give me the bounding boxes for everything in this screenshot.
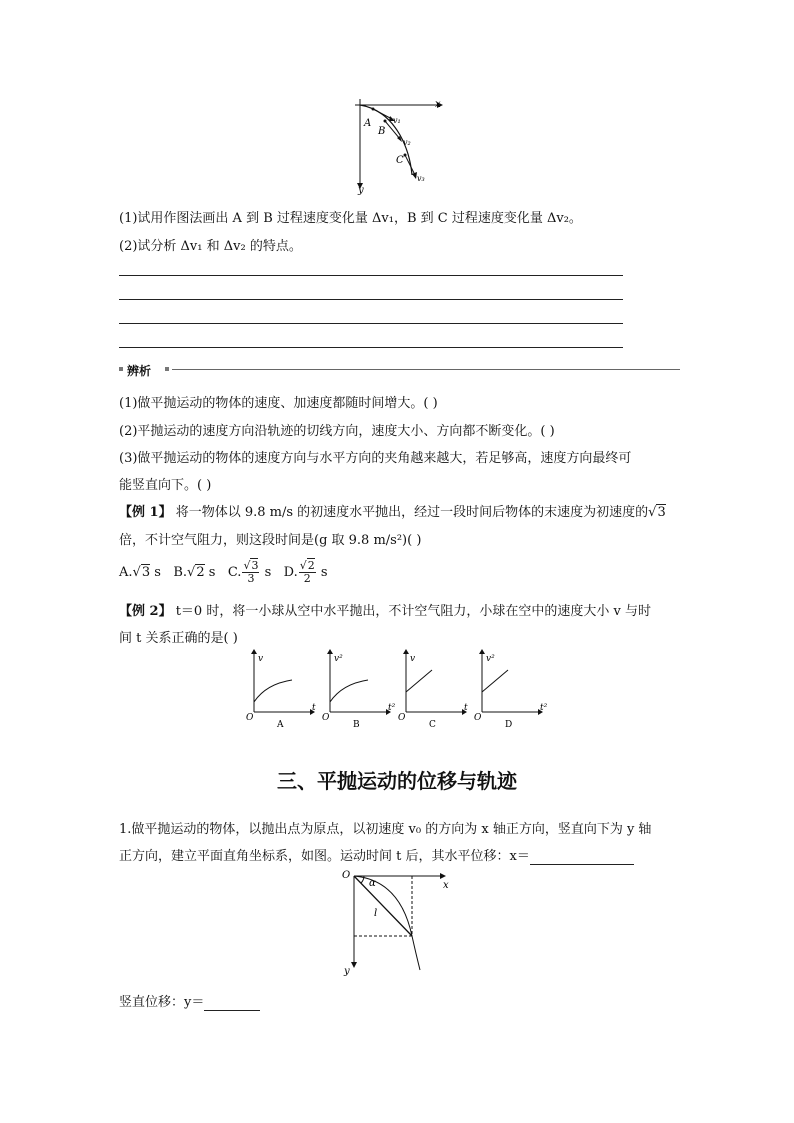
- section-marker-icon: [165, 367, 169, 371]
- graph-a-origin: O: [246, 713, 254, 723]
- v3-label: v₃: [417, 174, 425, 183]
- answer-line-1[interactable]: [119, 275, 623, 276]
- point-c-label: C: [396, 155, 404, 166]
- example-1-text: 将一物体以 9.8 m/s 的初速度水平抛出，经过一段时间后物体的末速度为初速度的: [171, 505, 649, 520]
- trajectory-figure: [345, 95, 455, 197]
- x-axis-label: x: [435, 99, 441, 110]
- option-a[interactable]: A.√3 s: [119, 565, 161, 580]
- origin-label: O: [342, 870, 351, 881]
- trajectory-curve: [354, 876, 420, 970]
- graph-c-ylabel: v: [410, 654, 416, 664]
- paragraph-1a: 1.做平抛运动的物体，以抛出点为原点，以初速度 v₀ 的方向为 x 轴正方向，竖直向下为 y 轴: [119, 822, 652, 837]
- graph-d-origin: O: [474, 713, 482, 723]
- velocity-v1: [373, 109, 392, 119]
- answer-line-4[interactable]: [119, 347, 623, 348]
- graph-d-ylabel: v²: [486, 654, 495, 664]
- y-axis-label: y: [344, 966, 350, 977]
- displacement-l-label: l: [374, 908, 378, 919]
- graph-c-letter: C: [429, 720, 436, 730]
- option-d[interactable]: D. $\frac{√2}{2}$ s: [283, 559, 328, 585]
- paragraph-2: 竖直位移：y＝: [119, 991, 260, 1011]
- v1-label: v₁: [393, 116, 401, 125]
- graph-b-ylabel: v²: [334, 654, 343, 664]
- sqrt-icon: √: [648, 505, 657, 520]
- graph-b-xlabel: t²: [388, 703, 396, 713]
- displacement-line: [354, 876, 412, 936]
- example-2-text: t＝0 时，将一小球从空中水平抛出，不计空气阻力，小球在空中的速度大小 v 与时: [171, 604, 651, 619]
- graph-a-xlabel: t: [312, 703, 316, 713]
- answer-line-3[interactable]: [119, 323, 623, 324]
- point-b-label: B: [378, 126, 386, 137]
- example-1-tag: 【例 1】: [119, 505, 172, 520]
- graph-b-origin: O: [322, 713, 330, 723]
- graph-a-ylabel: v: [258, 654, 264, 664]
- section-marker-icon: [119, 367, 123, 371]
- option-b[interactable]: B.√2 s: [173, 565, 216, 580]
- example-1-line-1: [119, 501, 666, 520]
- judge-item-1: (1)做平抛运动的物体的速度、加速度都随时间增大。( ): [119, 396, 438, 411]
- example-2-line-2: 间 t 关系正确的是( ): [119, 631, 238, 646]
- graph-c[interactable]: [398, 649, 468, 730]
- example-1-line-2: 倍，不计空气阻力，则这段时间是(g 取 9.8 m/s²)( ): [119, 533, 422, 548]
- vertical-displacement-blank[interactable]: [204, 995, 260, 1011]
- v2-label: v₂: [403, 138, 411, 147]
- sqrt-radicand: 3: [657, 505, 666, 520]
- question-1: (1)试用作图法画出 A 到 B 过程速度变化量 Δv₁，B 到 C 过程速度变化量 Δv₂。: [119, 211, 582, 226]
- y-axis-label: y: [358, 185, 364, 196]
- angle-alpha-label: α: [369, 878, 376, 889]
- horizontal-displacement-blank[interactable]: [530, 849, 634, 865]
- judge-item-3a: (3)做平抛运动的物体的速度方向与水平方向的夹角越来越大，若足够高，速度方向最终可: [119, 451, 632, 466]
- answer-line-2[interactable]: [119, 299, 623, 300]
- paragraph-1b: 正方向，建立平面直角坐标系，如图。运动时间 t 后，其水平位移：x＝: [119, 845, 634, 865]
- graph-a-letter: A: [277, 720, 284, 730]
- example-2-tag: 【例 2】: [119, 604, 172, 619]
- section-title: 三、平抛运动的位移与轨迹: [277, 769, 517, 793]
- graph-b[interactable]: [322, 649, 396, 730]
- x-axis-label: x: [443, 880, 449, 891]
- example-2-line-1: [119, 600, 651, 619]
- point-c-dot: [404, 154, 407, 157]
- graph-b-letter: B: [353, 720, 360, 730]
- question-2: (2)试分析 Δv₁ 和 Δv₂ 的特点。: [119, 239, 302, 254]
- graph-a[interactable]: [246, 649, 316, 730]
- velocity-v3: [405, 155, 415, 175]
- graph-c-xlabel: t: [464, 703, 468, 713]
- graph-d-letter: D: [505, 720, 513, 730]
- section-divider: [172, 369, 680, 370]
- point-a-dot: [372, 108, 375, 111]
- graph-c-origin: O: [398, 713, 406, 723]
- example-1-options: [119, 560, 328, 585]
- option-c[interactable]: C. $\frac{√3}{3}$ s: [227, 559, 272, 585]
- graph-options: [240, 648, 560, 732]
- judge-item-2: (2)平抛运动的速度方向沿轨迹的切线方向，速度大小、方向都不断变化。( ): [119, 424, 555, 439]
- graph-d[interactable]: [474, 649, 548, 730]
- graph-d-xlabel: t²: [540, 703, 548, 713]
- judge-item-3b: 能竖直向下。( ): [119, 478, 212, 493]
- displacement-figure: [340, 866, 455, 978]
- section-label: 辨析: [127, 364, 152, 378]
- sqrt-icon: √: [187, 565, 196, 580]
- point-b-dot: [384, 120, 387, 123]
- point-a-label: A: [364, 118, 372, 129]
- sqrt-icon: √: [132, 565, 141, 580]
